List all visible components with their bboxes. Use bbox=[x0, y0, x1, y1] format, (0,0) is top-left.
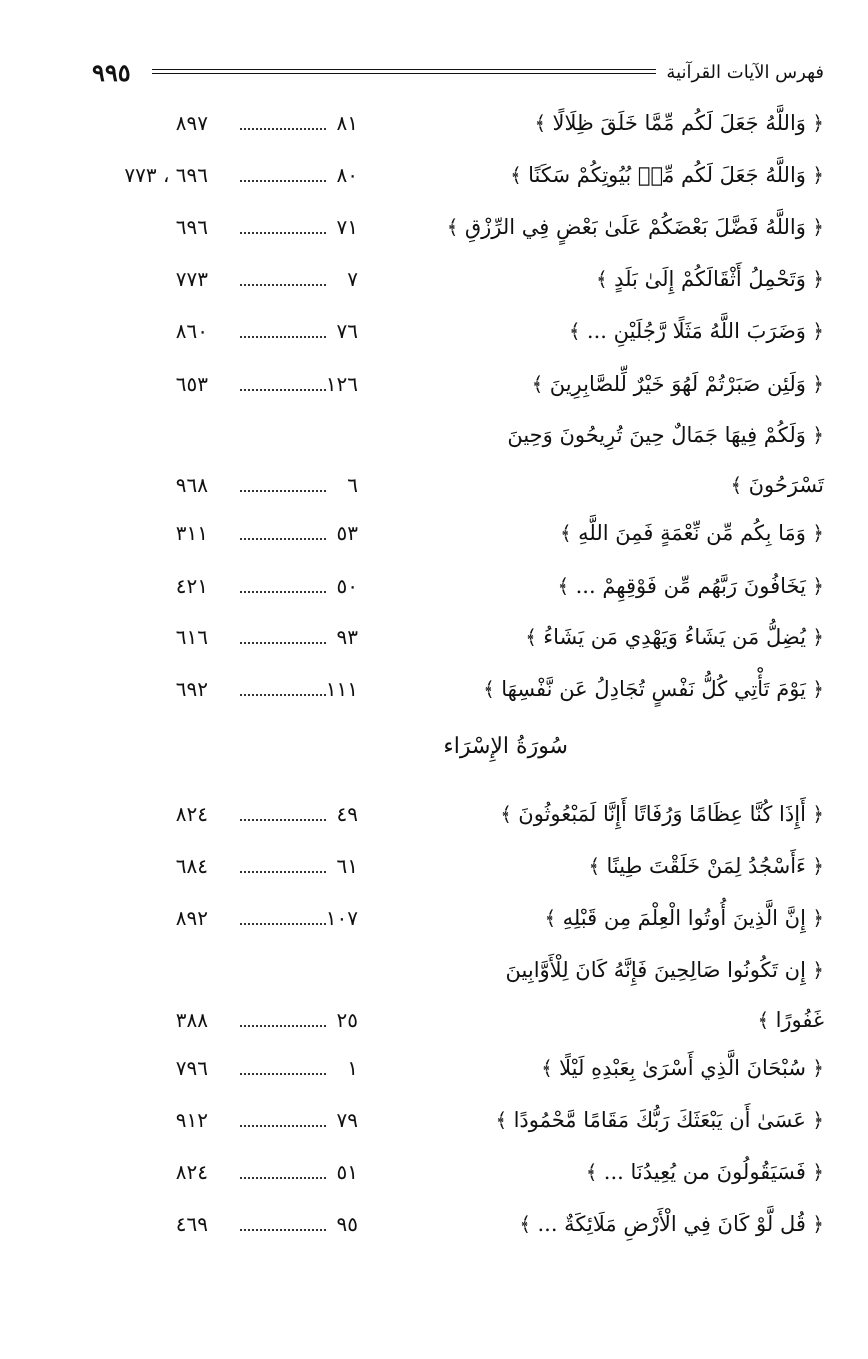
close-bracket: ﴾ bbox=[568, 319, 587, 343]
verse-text bbox=[404, 1157, 824, 1187]
verse-words: وَلَئِن صَبَرْتُمْ لَهُوَ خَيْرٌ لِّلصَّابِرِينَ bbox=[549, 372, 806, 396]
close-bracket: ﴾ bbox=[500, 802, 519, 826]
verse-words: عَسَىٰ أَن يَبْعَثَكَ رَبُّكَ مَقَامًا مَّحْمُودًا bbox=[513, 1108, 806, 1132]
verse-text bbox=[404, 369, 824, 399]
dot-leader bbox=[240, 389, 326, 391]
page-references: ٧٧٣ bbox=[175, 267, 208, 291]
ayah-number: ٨١ bbox=[336, 111, 358, 135]
close-bracket: ﴾ bbox=[588, 854, 607, 878]
ayah-number: ١٠٧ bbox=[325, 906, 358, 930]
surah-title: سُورَةُ الإِسْرَاء bbox=[443, 734, 568, 759]
verse-text bbox=[404, 160, 824, 190]
open-bracket: ﴿ bbox=[805, 1160, 824, 1184]
open-bracket: ﴿ bbox=[805, 574, 824, 598]
page-references: ٨٢٤ bbox=[175, 802, 208, 826]
open-bracket: ﴿ bbox=[805, 372, 824, 396]
open-bracket: ﴿ bbox=[805, 958, 824, 982]
verse-words: وَاللَّهُ جَعَلَ لَكُم مِّنۢ بُيُوتِكُمْ سَكَنًا bbox=[528, 163, 806, 187]
open-bracket: ﴿ bbox=[805, 521, 824, 545]
open-bracket: ﴿ bbox=[805, 215, 824, 239]
ayah-number: ٦١ bbox=[336, 854, 358, 878]
verse-words: إِنَّ الَّذِينَ أُوتُوا الْعِلْمَ مِن قَبْلِهِ bbox=[562, 906, 806, 930]
dot-leader bbox=[240, 642, 326, 644]
open-bracket: ﴿ bbox=[805, 906, 824, 930]
ayah-number: ٤٩ bbox=[336, 802, 358, 826]
dot-leader bbox=[240, 591, 326, 593]
page-header bbox=[92, 56, 824, 92]
open-bracket: ﴿ bbox=[805, 677, 824, 701]
dot-leader bbox=[240, 180, 326, 182]
verse-text bbox=[404, 674, 824, 704]
page-references: ٨٢٤ bbox=[175, 1160, 208, 1184]
verse-words: أَإِذَا كُنَّا عِظَامًا وَرُفَاتًا أَإِنَّا لَمَبْعُوثُونَ bbox=[518, 802, 806, 826]
ayah-number: ٧١ bbox=[336, 215, 358, 239]
close-bracket: ﴾ bbox=[534, 111, 553, 135]
verse-words: وَاللَّهُ فَضَّلَ بَعْضَكُمْ عَلَىٰ بَعْضٍ فِي الرِّزْقِ bbox=[464, 215, 806, 239]
close-bracket: ﴾ bbox=[730, 473, 749, 497]
page-references: ٨٦٠ bbox=[175, 319, 208, 343]
verse-words: يَخَافُونَ رَبَّهُم مِّن فَوْقِهِمْ ... bbox=[575, 574, 806, 598]
ayah-number: ٢٥ bbox=[336, 1008, 358, 1032]
dot-leader bbox=[240, 1177, 326, 1179]
open-bracket: ﴿ bbox=[805, 111, 824, 135]
verse-text bbox=[404, 622, 824, 652]
open-bracket: ﴿ bbox=[805, 163, 824, 187]
dot-leader bbox=[240, 1073, 326, 1075]
page-references: ٣١١ bbox=[175, 521, 208, 545]
ayah-number: ٥١ bbox=[336, 1160, 358, 1184]
dot-leader bbox=[240, 1229, 326, 1231]
page-references: ٦٩٦ ، ٧٧٣ bbox=[124, 163, 208, 187]
close-bracket: ﴾ bbox=[531, 372, 550, 396]
page-references: ٤٦٩ bbox=[175, 1212, 208, 1236]
verse-words: وَمَا بِكُم مِّن نِّعْمَةٍ فَمِنَ اللَّهِ bbox=[578, 521, 806, 545]
verse-text bbox=[404, 212, 824, 242]
close-bracket: ﴾ bbox=[560, 521, 579, 545]
page-references: ٩١٢ bbox=[175, 1108, 208, 1132]
verse-words: فَسَيَقُولُونَ من يُعِيدُنَا ... bbox=[603, 1160, 806, 1184]
open-bracket: ﴿ bbox=[805, 1056, 824, 1080]
dot-leader bbox=[240, 232, 326, 234]
open-bracket: ﴿ bbox=[805, 1212, 824, 1236]
page-references: ٦٩٢ bbox=[175, 677, 208, 701]
dot-leader bbox=[240, 128, 326, 130]
verse-text bbox=[404, 955, 824, 985]
page-references: ٦١٦ bbox=[175, 625, 208, 649]
verse-words: ءَأَسْجُدُ لِمَنْ خَلَقْتَ طِينًا bbox=[606, 854, 806, 878]
close-bracket: ﴾ bbox=[525, 625, 544, 649]
page-references: ٨٩٢ bbox=[175, 906, 208, 930]
close-bracket: ﴾ bbox=[519, 1212, 538, 1236]
page-references: ٦٨٤ bbox=[175, 854, 208, 878]
page-references: ٦٩٦ bbox=[175, 215, 208, 239]
close-bracket: ﴾ bbox=[495, 1108, 514, 1132]
verse-text-continued bbox=[404, 470, 824, 500]
ayah-number: ١ bbox=[347, 1056, 358, 1080]
dot-leader bbox=[240, 1025, 326, 1027]
verse-words: وَاللَّهُ جَعَلَ لَكُم مِّمَّا خَلَقَ ظِلَالًا bbox=[552, 111, 806, 135]
dot-leader bbox=[240, 871, 326, 873]
verse-words: وَضَرَبَ اللَّهُ مَثَلًا رَّجُلَيْنِ ... bbox=[586, 319, 806, 343]
verse-text bbox=[404, 1105, 824, 1135]
ayah-number: ٦ bbox=[347, 473, 358, 497]
dot-leader bbox=[240, 819, 326, 821]
dot-leader bbox=[240, 923, 326, 925]
open-bracket: ﴿ bbox=[805, 1108, 824, 1132]
verse-words: إِن تَكُونُوا صَالِحِينَ فَإِنَّهُ كَانَ لِلْأَوَّابِينَ bbox=[505, 958, 806, 982]
verse-text bbox=[404, 1209, 824, 1239]
page-number: ٩٩٥ bbox=[92, 58, 131, 87]
verse-words: وَتَحْمِلُ أَثْقَالَكُمْ إِلَىٰ بَلَدٍ bbox=[614, 267, 806, 291]
ayah-number: ٩٥ bbox=[336, 1212, 358, 1236]
ayah-number: ٥٠ bbox=[336, 574, 358, 598]
close-bracket: ﴾ bbox=[557, 574, 576, 598]
ayah-number: ١١١ bbox=[325, 677, 358, 701]
open-bracket: ﴿ bbox=[805, 625, 824, 649]
verse-text bbox=[404, 903, 824, 933]
page-references: ٧٩٦ bbox=[175, 1056, 208, 1080]
close-bracket: ﴾ bbox=[757, 1008, 776, 1032]
close-bracket: ﴾ bbox=[544, 906, 563, 930]
close-bracket: ﴾ bbox=[541, 1056, 560, 1080]
verse-text bbox=[404, 571, 824, 601]
verse-text-continued bbox=[404, 1005, 824, 1035]
dot-leader bbox=[240, 284, 326, 286]
ayah-number: ٧ bbox=[347, 267, 358, 291]
ayah-number: ٧٩ bbox=[336, 1108, 358, 1132]
close-bracket: ﴾ bbox=[585, 1160, 604, 1184]
dot-leader bbox=[240, 336, 326, 338]
page-references: ٦٥٣ bbox=[175, 372, 208, 396]
dot-leader bbox=[240, 694, 326, 696]
verse-words: وَلَكُمْ فِيهَا جَمَالٌ حِينَ تُرِيحُونَ وَحِينَ bbox=[507, 423, 806, 447]
verse-words: غَفُورًا bbox=[775, 1008, 824, 1032]
dot-leader bbox=[240, 490, 326, 492]
close-bracket: ﴾ bbox=[510, 163, 529, 187]
verse-words: يَوْمَ تَأْتِي كُلُّ نَفْسٍ تُجَادِلُ عَن نَّفْسِهَا bbox=[501, 677, 806, 701]
page-references: ٨٩٧ bbox=[175, 111, 208, 135]
verse-text bbox=[404, 851, 824, 881]
verse-text bbox=[404, 108, 824, 138]
verse-text bbox=[404, 264, 824, 294]
page-references: ٩٦٨ bbox=[175, 473, 208, 497]
close-bracket: ﴾ bbox=[483, 677, 502, 701]
ayah-number: ٧٦ bbox=[336, 319, 358, 343]
close-bracket: ﴾ bbox=[596, 267, 615, 291]
verse-text bbox=[404, 420, 824, 450]
page-title: فهرس الآيات القرآنية bbox=[666, 62, 824, 83]
header-rule bbox=[152, 69, 656, 74]
verse-words: قُل لَّوْ كَانَ فِي الْأَرْضِ مَلَائِكَةٌ ... bbox=[537, 1212, 806, 1236]
dot-leader bbox=[240, 1125, 326, 1127]
open-bracket: ﴿ bbox=[805, 319, 824, 343]
page-references: ٤٢١ bbox=[175, 574, 208, 598]
ayah-number: ٥٣ bbox=[336, 521, 358, 545]
page-references: ٣٨٨ bbox=[175, 1008, 208, 1032]
verse-text bbox=[404, 316, 824, 346]
close-bracket: ﴾ bbox=[446, 215, 465, 239]
open-bracket: ﴿ bbox=[805, 267, 824, 291]
verse-text bbox=[404, 518, 824, 548]
ayah-number: ١٢٦ bbox=[325, 372, 358, 396]
verse-words: يُضِلُّ مَن يَشَاءُ وَيَهْدِي مَن يَشَاءُ bbox=[543, 625, 806, 649]
dot-leader bbox=[240, 538, 326, 540]
ayah-number: ٩٣ bbox=[336, 625, 358, 649]
verse-words: تَسْرَحُونَ bbox=[748, 473, 824, 497]
verse-words: سُبْحَانَ الَّذِي أَسْرَىٰ بِعَبْدِهِ لَيْلًا bbox=[559, 1056, 806, 1080]
open-bracket: ﴿ bbox=[805, 802, 824, 826]
ayah-number: ٨٠ bbox=[336, 163, 358, 187]
verse-text bbox=[404, 799, 824, 829]
open-bracket: ﴿ bbox=[805, 854, 824, 878]
verse-text bbox=[404, 1053, 824, 1083]
open-bracket: ﴿ bbox=[805, 423, 824, 447]
